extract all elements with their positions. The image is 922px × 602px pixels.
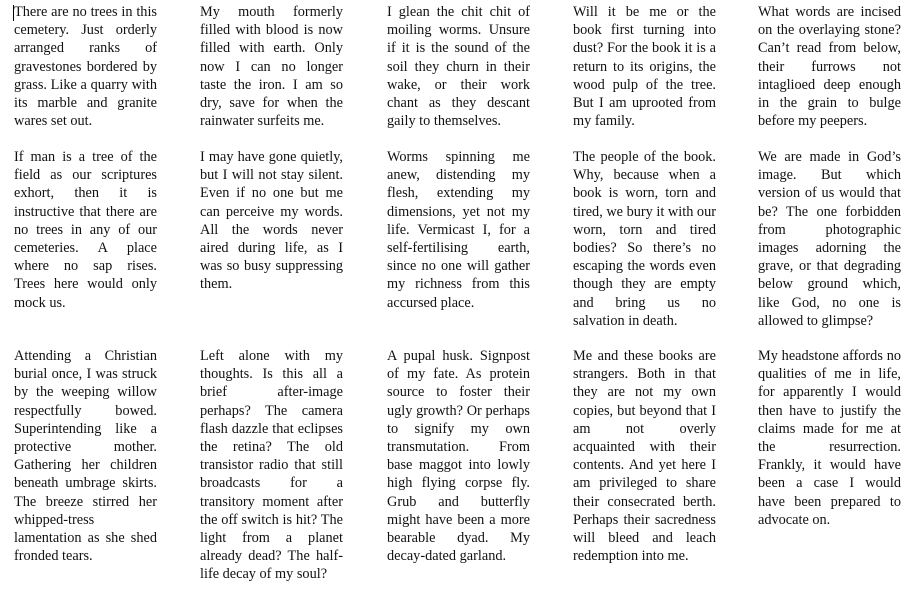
paragraph-col2-2: I may have gone quietly, but I will not stay silent. Even if no one but me can perceive my words. All the words never aired during life, as I was so busy suppressing them. <box>200 149 343 293</box>
paragraph-col2-1: My mouth formerly filled with blood is now filled with earth. Only now I can no longer taste the iron. I am so dry, save for when the rainwater surfeits me. <box>200 4 343 130</box>
paragraph-col1-1: There are no trees in this cemetery. Just orderly arranged ranks of gravestones bordered by grass. Like a quarry with its marble and granite wares set out. <box>14 4 157 130</box>
paragraph-col5-1: What words are incised on the overlaying stone? Can’t read from below, their furrows not intaglioed deep enough in the grain to bulge before my peepers. <box>758 4 901 130</box>
paragraph-col1-2: If man is a tree of the field as our scriptures exhort, then it is instructive that there are no trees in any of our cemeteries. A place where no sap rises. Trees here would only mock us. <box>14 149 157 311</box>
paragraph-col2-3: Left alone with my thoughts. Is this all a brief after-image perhaps? The camera flash dazzle that eclipses the retina? The old transistor radio that still broadcasts for a transitory moment after the off switch is hit? The light from a planet already dead? The half-life decay of my soul? <box>200 348 343 583</box>
paragraph-col3-2: Worms spinning me anew, distending my flesh, extending my dimensions, yet not my life. Vermicast I, for a self-fertilising earth, since no one will gather my richness from this accursed place. <box>387 149 530 311</box>
paragraph-col1-3: Attending a Christian burial once, I was struck by the weeping willow respectfully bowed. Superintending like a protective mother. Gathering her children beneath umbrage skirts. The breeze stirred her whipped-tress lamentation as she shed fronded tears. <box>14 348 157 565</box>
paragraph-col4-2: The people of the book. Why, because when a book is worn, torn and tired, we bury it with our worn, torn and tired bodies? So there’s no escaping the words even though they are empty and bring us no salvation in death. <box>573 149 716 329</box>
paragraph-col3-1: I glean the chit chit of moiling worms. Unsure if it is the sound of the soil they churn in their wake, or their work chant as they descant gaily to themselves. <box>387 4 530 130</box>
paragraph-col4-3: Me and these books are strangers. Both in that they are not my own copies, but beyond that I am not overly acquainted with their contents. And yet here I am privileged to share their consecrated berth. Perhaps their sacredness will bleed and leach redemption into me. <box>573 348 716 565</box>
paragraph-col3-3: A pupal husk. Signpost of my fate. As protein source to foster their ugly growth? Or perhaps to signify my own transmutation. From base maggot into lowly high flying corpse fly. Grub and butterfly might have been a more bearable dyad. My decay-dated garland. <box>387 348 530 565</box>
paragraph-col5-3: My headstone affords no qualities of me in life, for apparently I would then have to justify the claims made for me at the resurrection. Frankly, it would have been a case I would have been prepared to advocate on. <box>758 348 901 528</box>
paragraph-col4-1: Will it be me or the book first turning into dust? For the book it is a return to its origins, the wood pulp of the tree. But I am uprooted from my family. <box>573 4 716 130</box>
paragraph-col5-2: We are made in God’s image. But which version of us would that be? The one forbidden from photographic images adorning the grave, or that degrading below ground which, like God, no one is allowed to glimpse? <box>758 149 901 329</box>
